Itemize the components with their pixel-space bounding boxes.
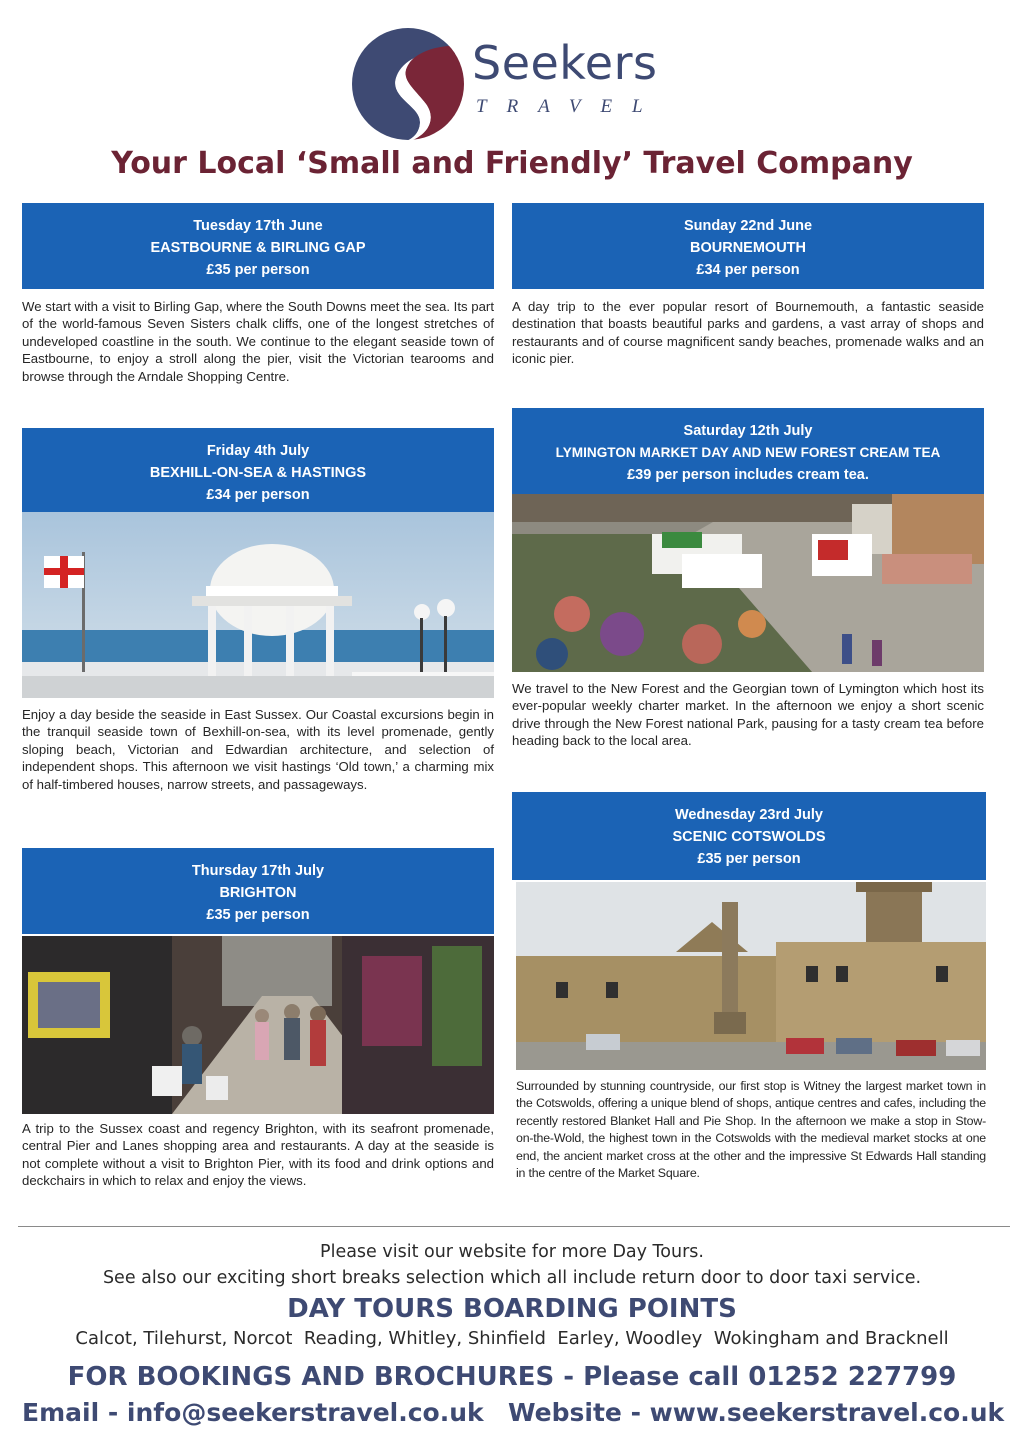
- boarding-points-heading: DAY TOURS BOARDING POINTS: [287, 1294, 737, 1324]
- website-link[interactable]: Website - www.seekerstravel.co.uk: [508, 1398, 1005, 1427]
- tour-price: £35 per person: [206, 262, 310, 278]
- tour-description-eastbourne: We start with a visit to Birling Gap, where the South Downs meet the sea. Its part of the world-famous Seven Sisters chalk cliffs, one of the longest stretches of undeveloped coastline in the south. We continue to the elegant seaside town of Eastbourne, to enjoy a stroll along the pier, visit the Victorian tearooms and browse through the Arndale Shopping Centre.: [22, 299, 494, 384]
- tour-title: BEXHILL-ON-SEA & HASTINGS: [149, 465, 367, 481]
- tour-description-bexhill: Enjoy a day beside the seaside in East Sussex. Our Coastal excursions begin in the tranquil seaside town of Bexhill-on-sea, with its level promenade, gently sloping beach, Victorian and Edwardian architecture, and selection of independent shops. This afternoon we visit hastings ‘Old town,’ a charming mix of half-timbered houses, narrow streets, and passageways.: [22, 707, 494, 792]
- tour-title: SCENIC COTSWOLDS: [672, 829, 826, 845]
- footer-divider: [18, 1226, 1010, 1227]
- email-link[interactable]: Email - info@seekerstravel.co.uk: [22, 1398, 484, 1427]
- footer-line-website: Please visit our website for more Day Tours.: [320, 1242, 704, 1262]
- tour-date: Tuesday 17th June: [193, 218, 323, 234]
- tour-description-cotswolds: Surrounded by stunning countryside, our first stop is Witney the largest market town in the Cotswolds, offering a unique blend of shops, antique centres and cafes, including the recently restored Blanket Hall and Pie Shop. In the afternoon we make a stop in Stow-on-the-Wold, the highest town in the Cotswolds with the medieval market stocks at one end, the ancient market cross at the other and the impressive St Edwards Hall standing in the centre of the Market Square.: [516, 1079, 986, 1181]
- seekers-logo-icon: [350, 26, 466, 142]
- tour-header-cotswolds: [512, 792, 986, 880]
- tour-date: Friday 4th July: [206, 443, 310, 459]
- tour-title: LYMINGTON MARKET DAY AND NEW FOREST CREAM TEA: [555, 445, 941, 460]
- boarding-points-list: Calcot, Tilehurst, Norcot Reading, Whitley, Shinfield Earley, Woodley Wokingham and Bracknell: [75, 1328, 949, 1349]
- tour-price: £34 per person: [696, 262, 800, 278]
- tour-description-lymington: We travel to the New Forest and the Georgian town of Lymington which host its ever-popular weekly charter market. In the afternoon we enjoy a short scenic drive through the New Forest national Park, pausing for a tasty cream tea before heading back to the local area.: [512, 681, 984, 749]
- tour-date: Thursday 17th July: [191, 863, 325, 879]
- tagline: Your Local ‘Small and Friendly’ Travel Company: [111, 146, 913, 181]
- tour-date: Saturday 12th July: [683, 423, 813, 439]
- tour-price: £35 per person: [206, 907, 310, 923]
- tour-description-brighton: A trip to the Sussex coast and regency Brighton, with its seafront promenade, central Pier and Lanes shopping area and restaurants. A day at the seaside is not complete without a visit to Brighton Pier, with its food and drink options and deckchairs in which to relax and enjoy the views.: [22, 1121, 494, 1189]
- brighton-lanes-photo: [22, 936, 494, 1114]
- brand-sub: TRAVEL: [476, 96, 663, 117]
- lymington-market-photo: [512, 494, 984, 672]
- bookings-phone: FOR BOOKINGS AND BROCHURES - Please call 01252 227799: [67, 1362, 957, 1392]
- tour-title: BOURNEMOUTH: [690, 240, 806, 256]
- tour-header-brighton: [22, 848, 494, 934]
- tour-header-bexhill: [22, 428, 494, 512]
- footer-line-short-breaks: See also our exciting short breaks selection which all include return door to door taxi service.: [102, 1268, 922, 1288]
- tour-description-bournemouth: A day trip to the ever popular resort of Bournemouth, a fantastic seaside destination that boasts beautiful parks and gardens, a vast array of shops and restaurants and of course magnificent sandy beaches, promenade walks and an iconic pier.: [512, 299, 984, 367]
- tour-date: Sunday 22nd June: [683, 218, 813, 234]
- tour-header-lymington: [512, 408, 984, 494]
- tour-price: £34 per person: [206, 487, 310, 503]
- brand-name: Seekers: [472, 36, 658, 90]
- bexhill-bandstand-photo: [22, 512, 494, 698]
- tour-header-bournemouth: [512, 203, 984, 289]
- tour-title: BRIGHTON: [219, 885, 297, 901]
- tour-price: £35 per person: [697, 851, 801, 867]
- tour-title: EASTBOURNE & BIRLING GAP: [150, 240, 366, 256]
- tour-price: £39 per person includes cream tea.: [627, 467, 869, 483]
- tour-header-eastbourne: [22, 203, 494, 289]
- tour-date: Wednesday 23rd July: [674, 807, 824, 823]
- cotswolds-market-square-photo: [516, 882, 986, 1070]
